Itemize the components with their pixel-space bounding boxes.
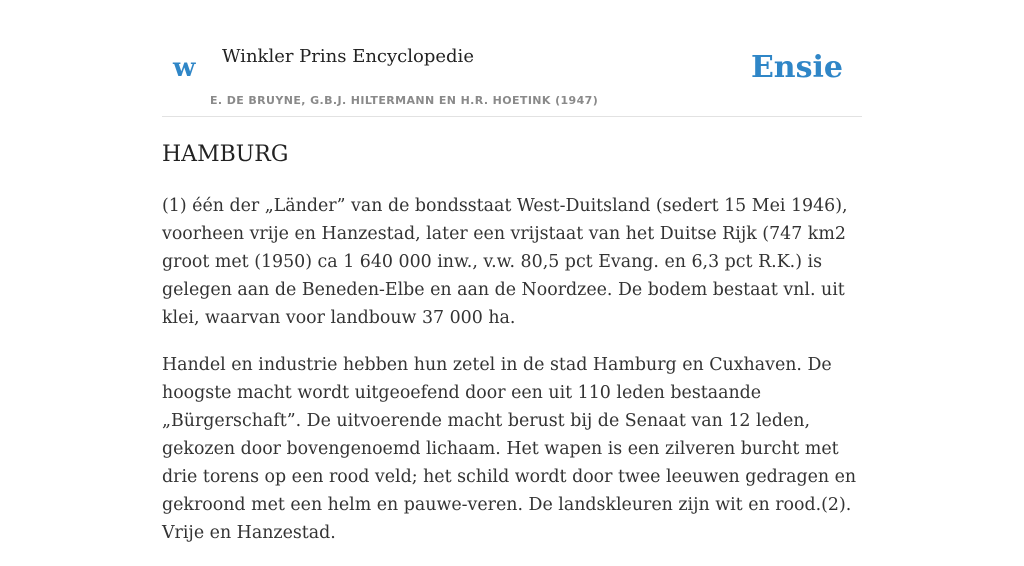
article-body	[162, 192, 862, 566]
page	[162, 0, 862, 543]
header	[162, 0, 862, 117]
book-authors: E. DE BRUYNE, G.B.J. HILTERMANN EN H.R. HOETINK (1947)	[210, 94, 599, 107]
book-title[interactable]: Winkler Prins Encyclopedie	[222, 46, 474, 67]
winkler-prins-logo[interactable]: w	[173, 53, 196, 83]
ensie-logo-link[interactable]: Ensie	[750, 50, 843, 85]
article-paragraph: (1) één der „Länder” van de bondsstaat West-Duitsland (sedert 15 Mei 1946), voorheen vrije en Hanzestad, later een vrijstaat van het Duitse Rijk (747 km2 groot met (1950) ca 1 640 000 inw., v.w. 80,5 pct Evang. en 6,3 pct R.K.) is gelegen aan de Beneden-Elbe en aan de Noordzee. De bodem bestaat vnl. uit klei, waarvan voor landbouw 37 000 ha.	[162, 196, 848, 328]
article-title: HAMBURG	[162, 142, 289, 167]
article-paragraph: Handel en industrie hebben hun zetel in de stad Hamburg en Cuxhaven. De hoogste macht wordt uitgeoefend door een uit 110 leden bestaande „Bürgerschaft”. De uitvoerende macht berust bij de Senaat van 12 leden, gekozen door bovengenoemd lichaam. Het wapen is een zilveren burcht met drie torens op een rood veld; het schild wordt door twee leeuwen gedragen en gekroond met een helm en pauwe-veren. De landskleuren zijn wit en rood.(2). Vrije en Hanzestad.	[162, 355, 857, 543]
